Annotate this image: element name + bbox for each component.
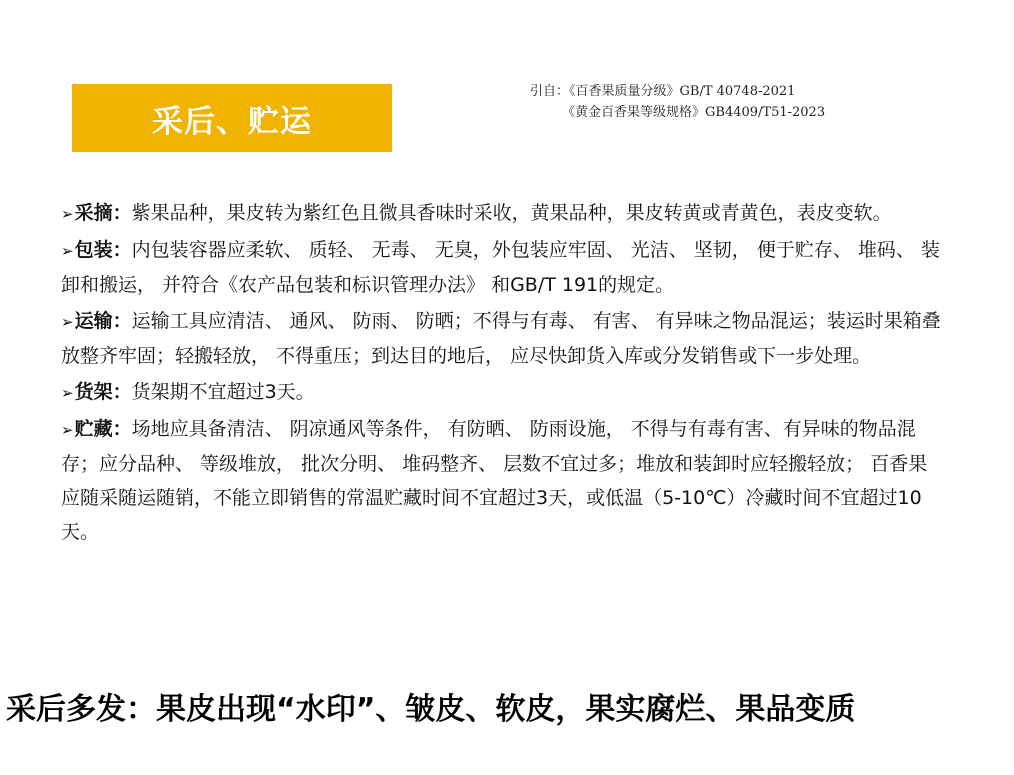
citation-block	[530, 81, 825, 123]
arrow-bullet-icon: ➢	[61, 242, 74, 260]
paragraph-label: 货架：	[74, 381, 132, 403]
paragraph-text: 紫果品种，果皮转为紫红色且微具香味时采收，黄果品种，果皮转黄或青黄色，表皮变软。	[131, 202, 892, 224]
arrow-bullet-icon: ➢	[61, 313, 74, 331]
paragraph-shelf	[61, 375, 941, 410]
arrow-bullet-icon: ➢	[61, 421, 74, 439]
section-title-banner	[72, 84, 392, 152]
paragraph-text: 货架期不宜超过3天。	[131, 381, 315, 403]
paragraph-packaging	[61, 233, 941, 302]
paragraph-label: 包装：	[74, 239, 132, 261]
citation-line-1: 引自：《百香果质量分级》GB/T 40748-2021	[530, 84, 796, 99]
paragraph-storage	[61, 412, 941, 549]
paragraph-transport	[61, 304, 941, 373]
paragraph-label: 运输：	[74, 310, 132, 332]
arrow-bullet-icon: ➢	[61, 384, 74, 402]
content-body	[61, 196, 941, 551]
bottom-summary: 采后多发：果皮出现“水印”、皱皮、软皮，果实腐烂、果品变质	[6, 692, 856, 727]
paragraph-text: 场地应具备清洁、 阴凉通风等条件， 有防晒、 防雨设施， 不得与有毒有害、有异味的物品混存；应分品种、 等级堆放， 批次分明、 堆码整齐、 层数不宜过多；堆放和装卸时应轻搬轻放； 百香果应随采随运随销，不能立即销售的常温贮藏时间不宜超过3天，或低温（5-10℃）冷藏时间不宜超过10天。	[61, 418, 928, 543]
paragraph-text: 内包装容器应柔软、 质轻、 无毒、 无臭，外包装应牢固、 光洁、 坚韧， 便于贮存、 堆码、 装卸和搬运， 并符合《农产品包装和标识管理办法》 和GB/T 191的规定。	[61, 239, 940, 296]
paragraph-text: 运输工具应清洁、 通风、 防雨、 防晒；不得与有毒、 有害、 有异味之物品混运；装运时果箱叠放整齐牢固；轻搬轻放， 不得重压；到达目的地后， 应尽快卸货入库或分发销售或下一步处理。	[61, 310, 941, 367]
paragraph-picking	[61, 196, 941, 231]
page-title: 采后、贮运	[152, 103, 312, 140]
paragraph-label: 贮藏：	[74, 418, 132, 440]
arrow-bullet-icon: ➢	[61, 205, 74, 223]
paragraph-label: 采摘：	[74, 202, 132, 224]
citation-line-2: 《黄金百香果等级规格》GB4409/T51-2023	[562, 105, 826, 120]
